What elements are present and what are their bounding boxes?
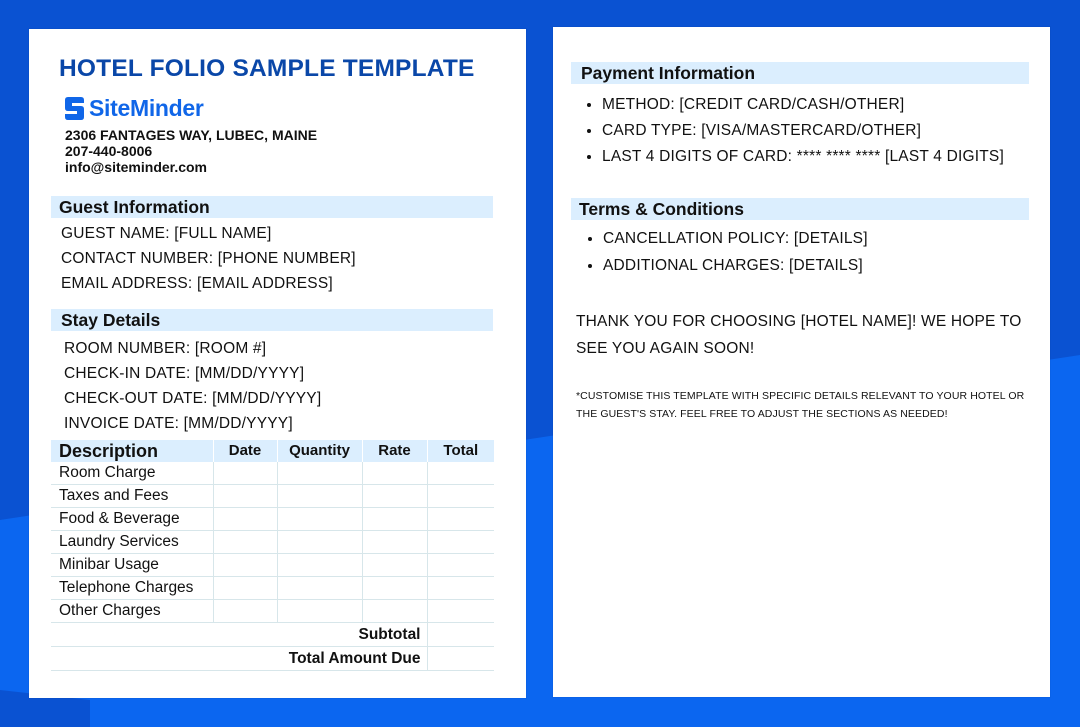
charge-total-cell — [427, 531, 494, 554]
charge-total-cell — [427, 485, 494, 508]
brand-logo — [64, 95, 204, 122]
charges-table — [51, 440, 494, 671]
stay-details-heading: Stay Details — [51, 309, 493, 331]
room-number-field: ROOM NUMBER: [ROOM #] — [64, 340, 267, 357]
table-row — [51, 508, 494, 531]
charge-quantity-cell — [277, 554, 362, 577]
column-header-rate: Rate — [362, 440, 427, 462]
column-header-description: Description — [51, 440, 213, 462]
charge-description: Telephone Charges — [51, 577, 213, 600]
siteminder-logo-icon — [64, 96, 85, 121]
table-row — [51, 485, 494, 508]
document-title: HOTEL FOLIO SAMPLE TEMPLATE — [59, 55, 475, 82]
charge-total-cell — [427, 600, 494, 623]
terms-heading: Terms & Conditions — [571, 198, 1029, 220]
terms-list — [584, 226, 868, 280]
charge-description: Laundry Services — [51, 531, 213, 554]
table-row — [51, 462, 494, 485]
hotel-phone: 207-440-8006 — [65, 143, 153, 159]
total-due-value — [427, 647, 494, 671]
charge-date-cell — [213, 485, 277, 508]
hotel-address: 2306 FANTAGES WAY, LUBEC, MAINE — [65, 127, 318, 143]
charge-date-cell — [213, 554, 277, 577]
charge-date-cell — [213, 600, 277, 623]
thank-you-message: THANK YOU FOR CHOOSING [HOTEL NAME]! WE HOPE TO SEE YOU AGAIN SOON! — [576, 313, 1022, 357]
table-row — [51, 554, 494, 577]
charge-rate-cell — [362, 462, 427, 485]
column-header-date: Date — [213, 440, 277, 462]
subtotal-value — [427, 623, 494, 647]
charge-quantity-cell — [277, 531, 362, 554]
list-item: METHOD: [CREDIT CARD/CASH/OTHER] — [583, 92, 1004, 118]
charge-date-cell — [213, 508, 277, 531]
charge-description: Taxes and Fees — [51, 485, 213, 508]
charge-description: Minibar Usage — [51, 554, 213, 577]
list-item: CANCELLATION POLICY: [DETAILS] — [584, 226, 868, 253]
charge-quantity-cell — [277, 577, 362, 600]
table-row — [51, 531, 494, 554]
folio-left-page — [29, 29, 526, 698]
charge-quantity-cell — [277, 508, 362, 531]
list-item: ADDITIONAL CHARGES: [DETAILS] — [584, 253, 868, 280]
contact-number-field: CONTACT NUMBER: [PHONE NUMBER] — [61, 250, 356, 267]
invoice-date-field: INVOICE DATE: [MM/DD/YYYY] — [64, 415, 293, 432]
charge-description: Other Charges — [51, 600, 213, 623]
check-out-date-field: CHECK-OUT DATE: [MM/DD/YYYY] — [64, 390, 322, 407]
brand-name: SiteMinder — [89, 95, 204, 121]
column-header-total: Total — [427, 440, 494, 462]
guest-name-field: GUEST NAME: [FULL NAME] — [61, 225, 272, 242]
charge-quantity-cell — [277, 485, 362, 508]
subtotal-label: Subtotal — [51, 623, 427, 647]
total-due-label: Total Amount Due — [51, 647, 427, 671]
hotel-email: info@siteminder.com — [65, 159, 208, 175]
charge-date-cell — [213, 462, 277, 485]
email-address-field: EMAIL ADDRESS: [EMAIL ADDRESS] — [61, 275, 333, 292]
payment-info-list — [583, 92, 1004, 170]
charge-quantity-cell — [277, 600, 362, 623]
column-header-quantity: Quantity — [277, 440, 362, 462]
payment-info-heading: Payment Information — [571, 62, 1029, 84]
subtotal-row — [51, 623, 494, 647]
check-in-date-field: CHECK-IN DATE: [MM/DD/YYYY] — [64, 365, 305, 382]
charge-total-cell — [427, 577, 494, 600]
charge-quantity-cell — [277, 462, 362, 485]
charge-description: Food & Beverage — [51, 508, 213, 531]
charge-rate-cell — [362, 531, 427, 554]
charge-rate-cell — [362, 600, 427, 623]
charge-total-cell — [427, 462, 494, 485]
charge-total-cell — [427, 554, 494, 577]
charge-description: Room Charge — [51, 462, 213, 485]
charge-date-cell — [213, 577, 277, 600]
customise-note: *CUSTOMISE THIS TEMPLATE WITH SPECIFIC DETAILS RELEVANT TO YOUR HOTEL OR THE GUEST'S STAY. FEEL FREE TO ADJUST THE SECTIONS AS NEEDED! — [576, 390, 1025, 420]
charge-rate-cell — [362, 577, 427, 600]
charge-rate-cell — [362, 554, 427, 577]
charge-rate-cell — [362, 508, 427, 531]
charge-rate-cell — [362, 485, 427, 508]
charge-total-cell — [427, 508, 494, 531]
charge-date-cell — [213, 531, 277, 554]
list-item: CARD TYPE: [VISA/MASTERCARD/OTHER] — [583, 118, 1004, 144]
total-due-row — [51, 647, 494, 671]
table-row — [51, 577, 494, 600]
guest-info-heading: Guest Information — [51, 196, 493, 218]
folio-right-page — [553, 27, 1050, 697]
charges-header-row — [51, 440, 494, 462]
list-item: LAST 4 DIGITS OF CARD: **** **** **** [LAST 4 DIGITS] — [583, 144, 1004, 170]
table-row — [51, 600, 494, 623]
